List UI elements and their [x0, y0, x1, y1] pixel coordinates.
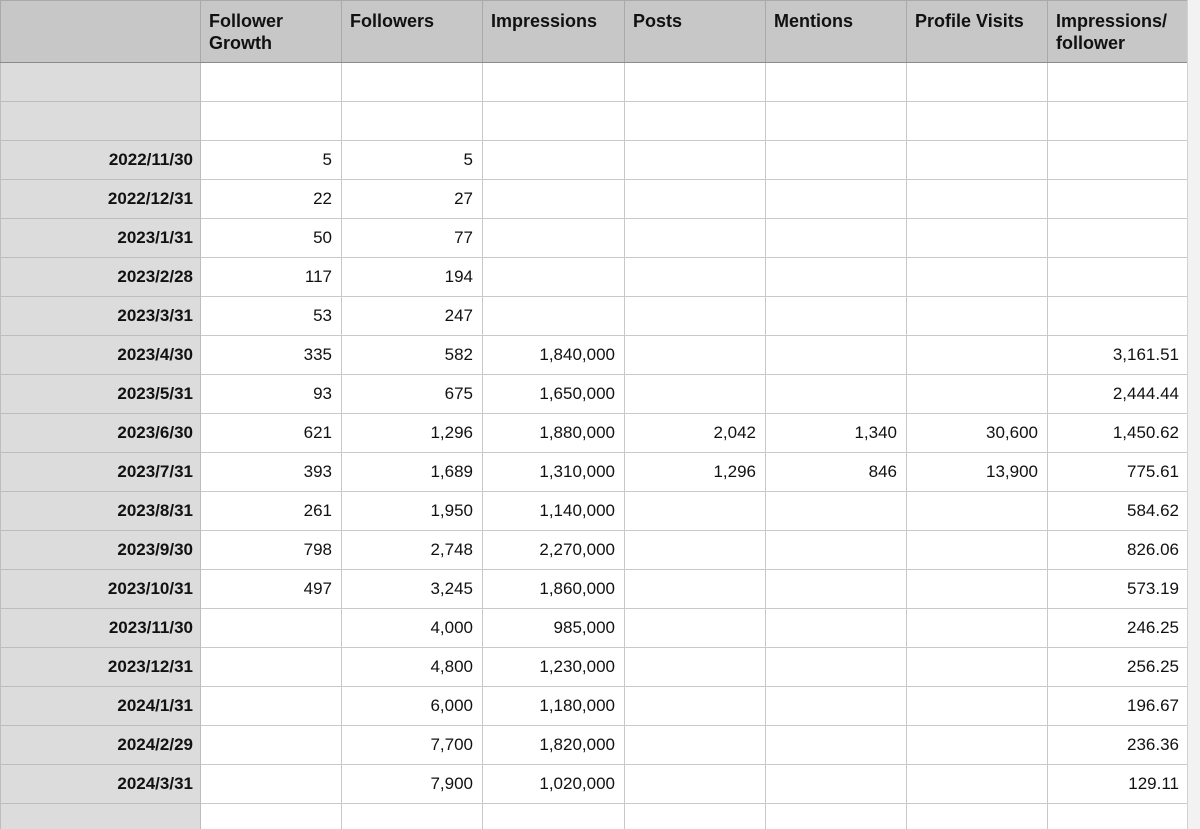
table-row	[1, 492, 1189, 531]
row-header[interactable]: 2022/12/31	[1, 180, 201, 219]
table-cell[interactable]	[342, 804, 483, 829]
table-cell[interactable]: 775.61	[1048, 453, 1189, 492]
column-header-row	[1, 1, 1189, 63]
table-cell[interactable]	[907, 375, 1048, 414]
table-cell[interactable]	[766, 687, 907, 726]
table-cell[interactable]: 621	[201, 414, 342, 453]
table-row	[1, 375, 1189, 414]
table-row	[1, 687, 1189, 726]
table-cell[interactable]	[201, 804, 342, 829]
row-header[interactable]: 2023/6/30	[1, 414, 201, 453]
table-cell[interactable]	[625, 726, 766, 765]
table-cell[interactable]: 2,748	[342, 531, 483, 570]
row-header[interactable]: 2023/4/30	[1, 336, 201, 375]
table-cell[interactable]: 1,296	[342, 414, 483, 453]
table-cell[interactable]: 1,140,000	[483, 492, 625, 531]
table-cell[interactable]	[342, 63, 483, 102]
table-cell[interactable]: 1,650,000	[483, 375, 625, 414]
table-cell[interactable]	[1048, 102, 1189, 141]
table-cell[interactable]	[766, 297, 907, 336]
table-cell[interactable]: 335	[201, 336, 342, 375]
table-cell[interactable]	[201, 102, 342, 141]
table-cell[interactable]	[766, 219, 907, 258]
table-cell[interactable]	[766, 765, 907, 804]
table-cell[interactable]	[483, 297, 625, 336]
table-cell[interactable]	[625, 765, 766, 804]
table-cell[interactable]	[483, 102, 625, 141]
table-cell[interactable]	[766, 63, 907, 102]
table-cell[interactable]	[483, 219, 625, 258]
table-cell[interactable]	[625, 804, 766, 829]
table-cell[interactable]: 1,689	[342, 453, 483, 492]
table-cell[interactable]: 7,700	[342, 726, 483, 765]
row-header[interactable]: 2024/2/29	[1, 726, 201, 765]
table-cell[interactable]: 1,820,000	[483, 726, 625, 765]
table-cell[interactable]	[907, 687, 1048, 726]
column-header[interactable]: Followers	[342, 1, 483, 63]
table-cell[interactable]	[625, 687, 766, 726]
row-header[interactable]: 2023/1/31	[1, 219, 201, 258]
row-header[interactable]: 2023/2/28	[1, 258, 201, 297]
table-cell[interactable]	[766, 648, 907, 687]
table-cell[interactable]	[907, 804, 1048, 829]
table-cell[interactable]	[766, 141, 907, 180]
table-cell[interactable]: 4,000	[342, 609, 483, 648]
table-body	[1, 63, 1189, 829]
table-cell[interactable]	[625, 336, 766, 375]
table-cell[interactable]: 1,860,000	[483, 570, 625, 609]
table-cell[interactable]	[766, 180, 907, 219]
row-header[interactable]: 2023/9/30	[1, 531, 201, 570]
table-cell[interactable]: 93	[201, 375, 342, 414]
table-cell[interactable]	[483, 180, 625, 219]
table-cell[interactable]	[907, 141, 1048, 180]
table-cell[interactable]	[625, 531, 766, 570]
table-row	[1, 453, 1189, 492]
table-cell[interactable]	[625, 570, 766, 609]
table-cell[interactable]	[625, 297, 766, 336]
table-cell[interactable]	[625, 180, 766, 219]
table-cell[interactable]: 1,450.62	[1048, 414, 1189, 453]
row-header[interactable]: 2023/12/31	[1, 648, 201, 687]
table-cell[interactable]	[907, 180, 1048, 219]
row-header[interactable]	[1, 63, 201, 102]
table-cell[interactable]	[907, 336, 1048, 375]
table-row	[1, 258, 1189, 297]
table-cell[interactable]	[766, 336, 907, 375]
column-header[interactable]: Mentions	[766, 1, 907, 63]
table-row	[1, 414, 1189, 453]
table-row	[1, 609, 1189, 648]
row-header[interactable]: 2023/5/31	[1, 375, 201, 414]
table-cell[interactable]: 1,230,000	[483, 648, 625, 687]
table-cell[interactable]	[625, 258, 766, 297]
table-cell[interactable]	[1048, 258, 1189, 297]
table-cell[interactable]: 3,161.51	[1048, 336, 1189, 375]
table-cell[interactable]	[1048, 219, 1189, 258]
table-cell[interactable]: 584.62	[1048, 492, 1189, 531]
table-cell[interactable]	[483, 804, 625, 829]
table-cell[interactable]: 129.11	[1048, 765, 1189, 804]
table-cell[interactable]: 236.36	[1048, 726, 1189, 765]
table-cell[interactable]: 1,020,000	[483, 765, 625, 804]
table-cell[interactable]	[907, 648, 1048, 687]
table-cell[interactable]	[907, 570, 1048, 609]
table-row	[1, 219, 1189, 258]
table-row	[1, 570, 1189, 609]
table-cell[interactable]: 985,000	[483, 609, 625, 648]
table-cell[interactable]	[907, 102, 1048, 141]
table-cell[interactable]: 826.06	[1048, 531, 1189, 570]
table-cell[interactable]: 7,900	[342, 765, 483, 804]
table-cell[interactable]	[1048, 141, 1189, 180]
table-cell[interactable]	[1048, 804, 1189, 829]
table-cell[interactable]: 1,840,000	[483, 336, 625, 375]
table-cell[interactable]	[907, 609, 1048, 648]
table-cell[interactable]	[201, 609, 342, 648]
table-row	[1, 180, 1189, 219]
table-cell[interactable]: 393	[201, 453, 342, 492]
table-cell[interactable]: 1,880,000	[483, 414, 625, 453]
table-cell[interactable]: 1,340	[766, 414, 907, 453]
table-cell[interactable]	[907, 63, 1048, 102]
table-cell[interactable]: 573.19	[1048, 570, 1189, 609]
row-header[interactable]: 2023/7/31	[1, 453, 201, 492]
row-header[interactable]	[1, 804, 201, 829]
table-cell[interactable]: 27	[342, 180, 483, 219]
table-cell[interactable]	[907, 258, 1048, 297]
table-cell[interactable]: 22	[201, 180, 342, 219]
table-cell[interactable]	[766, 609, 907, 648]
table-row	[1, 297, 1189, 336]
column-header[interactable]: Impressions/ follower	[1048, 1, 1189, 63]
table-cell[interactable]: 675	[342, 375, 483, 414]
table-cell[interactable]: 256.25	[1048, 648, 1189, 687]
table-cell[interactable]	[766, 570, 907, 609]
table-cell[interactable]	[1048, 180, 1189, 219]
table-cell[interactable]	[907, 492, 1048, 531]
table-cell[interactable]	[625, 648, 766, 687]
table-cell[interactable]	[766, 531, 907, 570]
table-cell[interactable]: 5	[342, 141, 483, 180]
table-cell[interactable]	[766, 258, 907, 297]
table-cell[interactable]	[1048, 297, 1189, 336]
table-cell[interactable]	[483, 258, 625, 297]
row-header[interactable]: 2023/3/31	[1, 297, 201, 336]
table-cell[interactable]	[907, 219, 1048, 258]
table-cell[interactable]: 1,950	[342, 492, 483, 531]
table-cell[interactable]	[201, 687, 342, 726]
table-cell[interactable]	[625, 492, 766, 531]
vertical-scrollbar[interactable]	[1187, 0, 1200, 829]
table-cell[interactable]	[201, 765, 342, 804]
table-cell[interactable]	[625, 609, 766, 648]
table-cell[interactable]: 1,310,000	[483, 453, 625, 492]
table-cell[interactable]	[483, 63, 625, 102]
table-cell[interactable]: 1,180,000	[483, 687, 625, 726]
row-header[interactable]: 2023/10/31	[1, 570, 201, 609]
table-cell[interactable]	[1048, 63, 1189, 102]
column-header[interactable]: Impressions	[483, 1, 625, 63]
table-cell[interactable]	[907, 726, 1048, 765]
table-cell[interactable]	[625, 219, 766, 258]
table-cell[interactable]: 798	[201, 531, 342, 570]
table-cell[interactable]	[766, 804, 907, 829]
table-cell[interactable]: 77	[342, 219, 483, 258]
table-cell[interactable]: 30,600	[907, 414, 1048, 453]
table-cell[interactable]: 582	[342, 336, 483, 375]
table-row	[1, 726, 1189, 765]
table-cell[interactable]	[625, 102, 766, 141]
table-cell[interactable]	[201, 726, 342, 765]
table-cell[interactable]: 50	[201, 219, 342, 258]
row-header[interactable]: 2023/8/31	[1, 492, 201, 531]
table-cell[interactable]: 2,042	[625, 414, 766, 453]
table-cell[interactable]: 194	[342, 258, 483, 297]
table-cell[interactable]: 6,000	[342, 687, 483, 726]
table-cell[interactable]: 247	[342, 297, 483, 336]
table-cell[interactable]	[907, 297, 1048, 336]
table-row	[1, 531, 1189, 570]
table-cell[interactable]	[625, 63, 766, 102]
table-cell[interactable]: 2,270,000	[483, 531, 625, 570]
column-header[interactable]: Posts	[625, 1, 766, 63]
table-cell[interactable]: 246.25	[1048, 609, 1189, 648]
column-header[interactable]: Follower Growth	[201, 1, 342, 63]
row-header[interactable]: 2024/1/31	[1, 687, 201, 726]
table-cell[interactable]	[907, 531, 1048, 570]
table-cell[interactable]	[766, 492, 907, 531]
table-row	[1, 765, 1189, 804]
table-cell[interactable]: 846	[766, 453, 907, 492]
table-cell[interactable]: 196.67	[1048, 687, 1189, 726]
table-cell[interactable]	[625, 141, 766, 180]
table-cell[interactable]	[483, 141, 625, 180]
table-row	[1, 141, 1189, 180]
table-cell[interactable]: 1,296	[625, 453, 766, 492]
table-cell[interactable]: 2,444.44	[1048, 375, 1189, 414]
table-cell[interactable]	[766, 726, 907, 765]
row-header[interactable]: 2022/11/30	[1, 141, 201, 180]
row-header[interactable]	[1, 102, 201, 141]
table-cell[interactable]: 13,900	[907, 453, 1048, 492]
table-cell[interactable]: 53	[201, 297, 342, 336]
table-row	[1, 804, 1189, 829]
table-cell[interactable]: 497	[201, 570, 342, 609]
table-row	[1, 63, 1189, 102]
table-cell[interactable]	[766, 102, 907, 141]
table-row	[1, 102, 1189, 141]
table-cell[interactable]	[907, 765, 1048, 804]
corner-header[interactable]	[1, 1, 201, 63]
row-header[interactable]: 2024/3/31	[1, 765, 201, 804]
table-cell[interactable]	[342, 102, 483, 141]
table-row	[1, 336, 1189, 375]
table-cell[interactable]: 4,800	[342, 648, 483, 687]
table-cell[interactable]: 117	[201, 258, 342, 297]
column-header[interactable]: Profile Visits	[907, 1, 1048, 63]
table-cell[interactable]: 261	[201, 492, 342, 531]
table-row	[1, 648, 1189, 687]
table-cell[interactable]	[201, 648, 342, 687]
table-cell[interactable]: 3,245	[342, 570, 483, 609]
table-cell[interactable]	[201, 63, 342, 102]
table-cell[interactable]: 5	[201, 141, 342, 180]
row-header[interactable]: 2023/11/30	[1, 609, 201, 648]
table-cell[interactable]	[766, 375, 907, 414]
table-cell[interactable]	[625, 375, 766, 414]
